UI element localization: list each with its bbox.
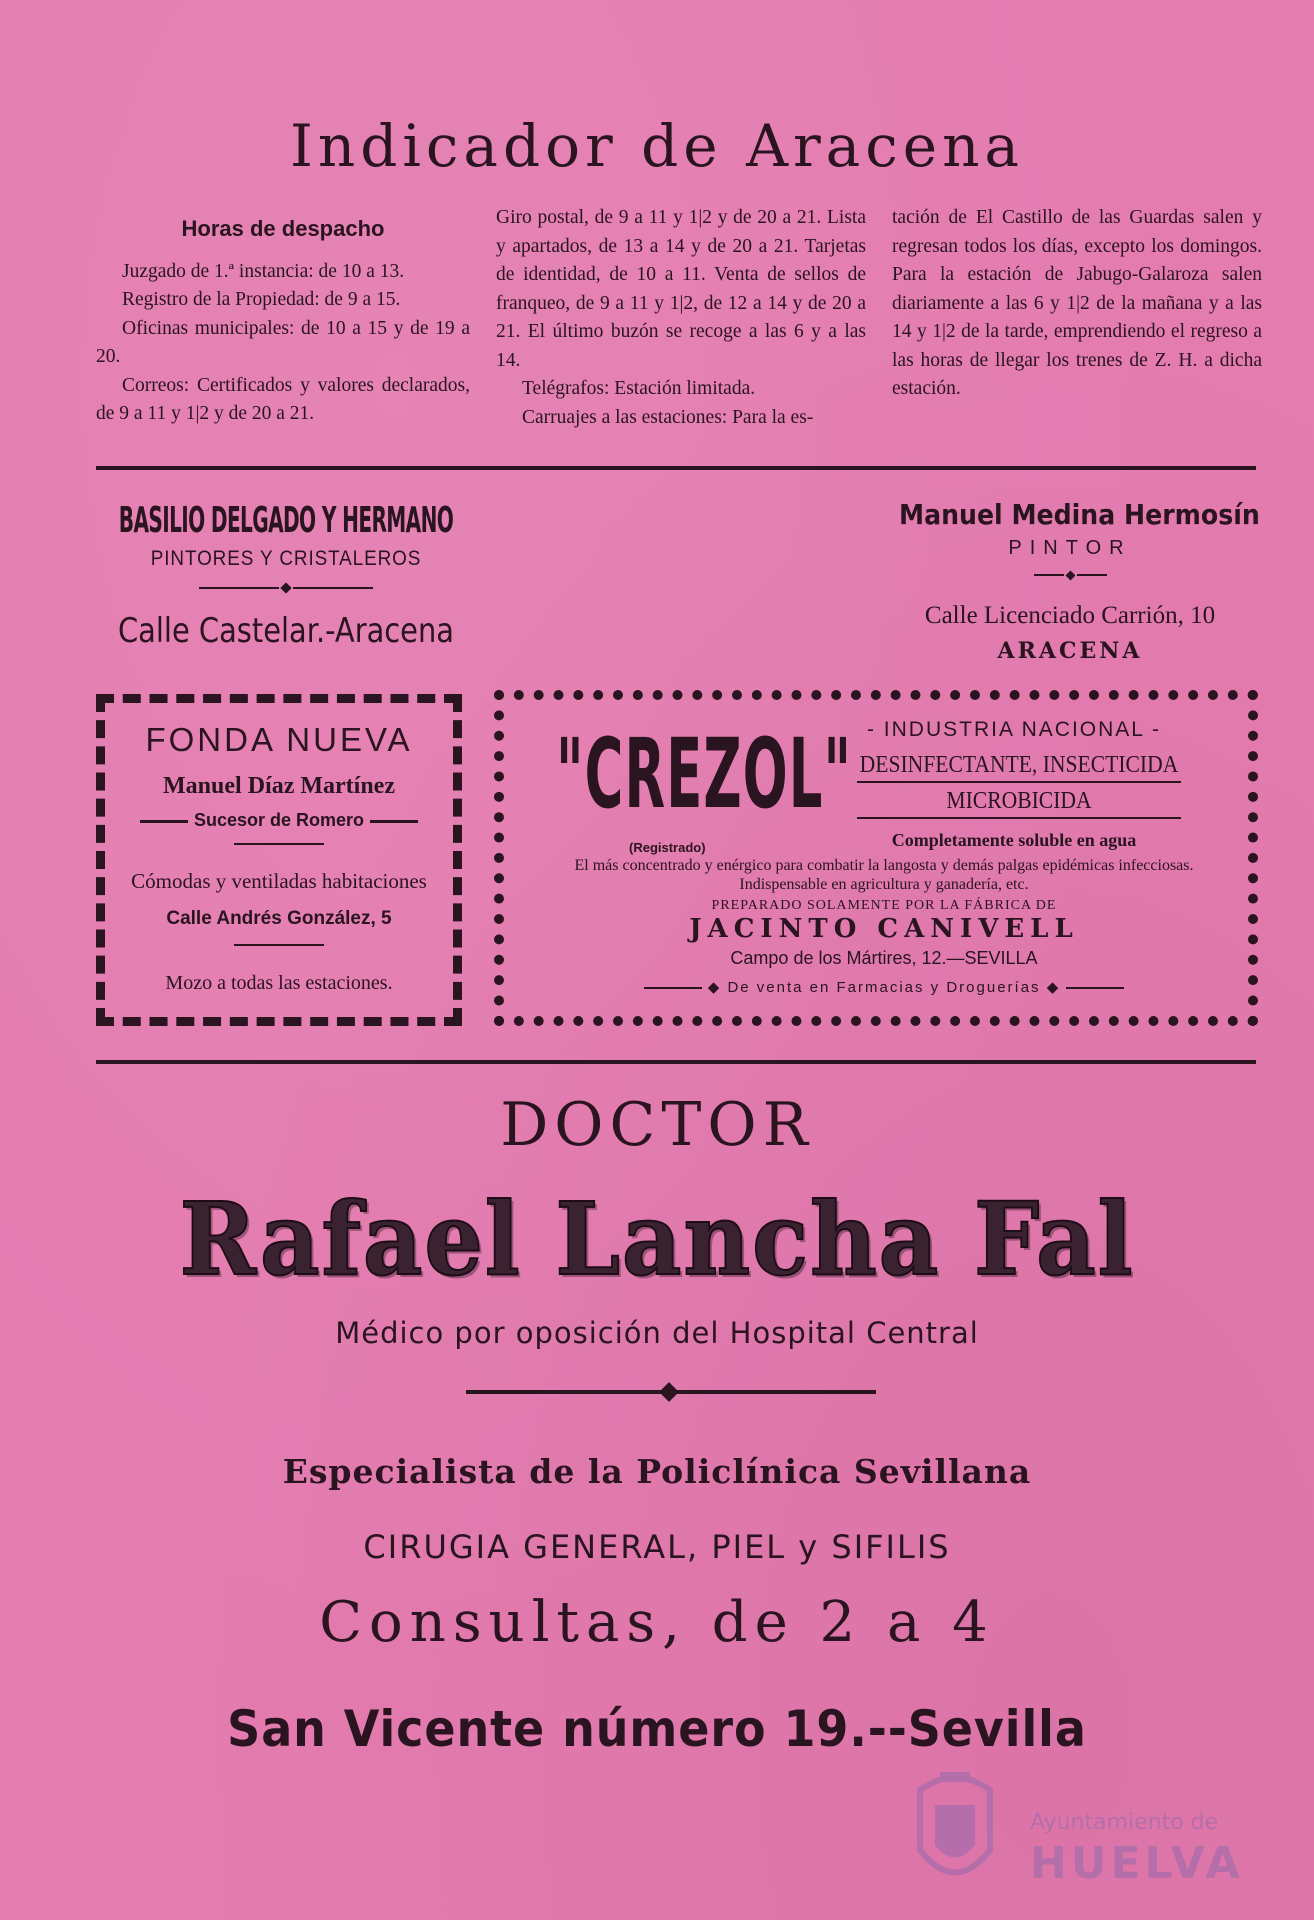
ad-fonda-rooms: Cómodas y ventiladas habitaciones — [131, 869, 427, 893]
ad-fonda-address: Calle Andrés González, 5 — [166, 908, 392, 929]
ad-medina-trade: PINTOR — [1008, 537, 1132, 559]
ad-doctor-position: Médico por oposición del Hospital Central — [335, 1316, 979, 1350]
ornament-divider — [880, 566, 1260, 584]
section-divider — [96, 466, 1256, 470]
schedule-item: Giro postal, de 9 a 11 y 1|2 y de 20 a 21. Lista y apartados, de 13 a 14 y de 20 a 21. Tarjetas de identidad, de 10 a 11. Venta de sellos de franqueo, de 9 a 11 y 1|2, de 12 a 14 y de 20 a 21. El último buzón se recoge a las 6 y a las 14. — [496, 207, 866, 371]
ornament-diamond — [659, 1382, 679, 1402]
ad-doctor-title: DOCTOR — [500, 1090, 814, 1160]
ad-basilio-name: BASILIO DELGADO Y HERMANO — [118, 500, 454, 541]
coat-of-arms-icon — [900, 1760, 1010, 1900]
ad-crezol-description: El más concentrado y enérgico para combatir la langosta y demás palgas epidémicas infecciosas. Indispensable en agricultura y ganadería, etc. — [574, 857, 1194, 893]
ad-medina-city: ARACENA — [997, 638, 1143, 664]
ad-crezol-prepared: PREPARADO SOLAMENTE POR LA FÁBRICA DE — [711, 898, 1057, 913]
ad-manuel-medina — [880, 498, 1260, 664]
ad-crezol — [494, 690, 1258, 1026]
ad-doctor-address: San Vicente número 19.--Sevilla — [227, 1700, 1087, 1758]
ad-fonda-nueva — [96, 694, 462, 1026]
ad-fonda-owner: Manuel Díaz Martínez — [163, 773, 395, 799]
ad-crezol-registered: (Registrado) — [629, 840, 706, 855]
ad-crezol-sale: De venta en Farmacias y Droguerías — [727, 979, 1041, 996]
ornament-divider — [96, 579, 476, 597]
ad-crezol-maker: JACINTO CANIVELL — [689, 914, 1079, 944]
ad-fonda-title: FONDA NUEVA — [145, 721, 413, 758]
ad-medina-name: Manuel Medina Hermosín — [899, 498, 1260, 531]
watermark-line1: Ayuntamiento de — [1030, 1810, 1219, 1835]
ad-crezol-line1: DESINFECTANTE, INSECTICIDA — [857, 752, 1181, 783]
divider — [234, 944, 324, 946]
ad-crezol-soluble: Completamente soluble en agua — [891, 830, 1137, 850]
ad-fonda-service: Mozo a todas las estaciones. — [165, 972, 393, 994]
ad-medina-address: Calle Licenciado Carrión, 10 — [924, 602, 1216, 629]
watermark — [900, 1760, 1244, 1910]
schedule-column-1 — [96, 205, 470, 429]
schedule-item: Oficinas municipales: de 10 a 15 y de 19 a 20. — [96, 317, 470, 367]
schedule-item: Registro de la Propiedad: de 9 a 15. — [122, 289, 401, 310]
ad-doctor-specialty: Especialista de la Policlínica Sevillana — [282, 1452, 1032, 1491]
ad-basilio-delgado — [96, 500, 476, 651]
schedule-item: Juzgado de 1.ª instancia: de 10 a 13. — [122, 260, 405, 282]
divider — [234, 843, 324, 845]
ad-doctor-name: Rafael Lancha Fal — [179, 1180, 1135, 1298]
ad-basilio-trade: PINTORES Y CRISTALEROS — [150, 547, 422, 570]
ad-crezol-sale-line: ◆ De venta en Farmacias y Droguerías ◆ — [544, 978, 1224, 996]
ad-fonda-successor-line — [105, 810, 453, 831]
page-title: Indicador de Aracena — [289, 112, 1025, 180]
ad-crezol-line2: MICROBICIDA — [857, 788, 1181, 819]
watermark-line2: HUELVA — [1030, 1838, 1244, 1889]
ad-doctor-fields: CIRUGIA GENERAL, PIEL y SIFILIS — [363, 1528, 951, 1566]
schedule-item: Carruajes a las estaciones: Para la es- — [522, 406, 814, 428]
schedule-heading: Horas de despacho — [181, 216, 385, 241]
ad-basilio-address: Calle Castelar.-Aracena — [118, 611, 454, 651]
schedule-item: Telégrafos: Estación limitada. — [522, 378, 756, 399]
schedule-column-3 — [892, 204, 1262, 404]
schedule-column-2 — [496, 204, 866, 432]
ad-crezol-maker-address: Campo de los Mártires, 12.—SEVILLA — [730, 948, 1038, 968]
ad-crezol-brand: "CREZOL" — [556, 718, 853, 830]
ad-doctor-hours: Consultas, de 2 a 4 — [319, 1590, 995, 1655]
schedule-item: tación de El Castillo de las Guardas salen y regresan todos los días, excepto los domingos. Para la estación de Jabugo-Galaroza salen diariamente a las 6 y 1|2 de la mañana y a las 14 y 1|2 de la tarde, emprendiendo el regreso a las horas de llegar los trenes de Z. H. a dicha estación. — [892, 207, 1262, 399]
ad-fonda-successor: Sucesor de Romero — [193, 810, 365, 830]
section-divider — [96, 1060, 1256, 1064]
ad-crezol-industry: - INDUSTRIA NACIONAL - — [866, 718, 1162, 741]
schedule-item: Correos: Certificados y valores declarados, de 9 a 11 y 1|2 y de 20 a 21. — [96, 374, 470, 424]
